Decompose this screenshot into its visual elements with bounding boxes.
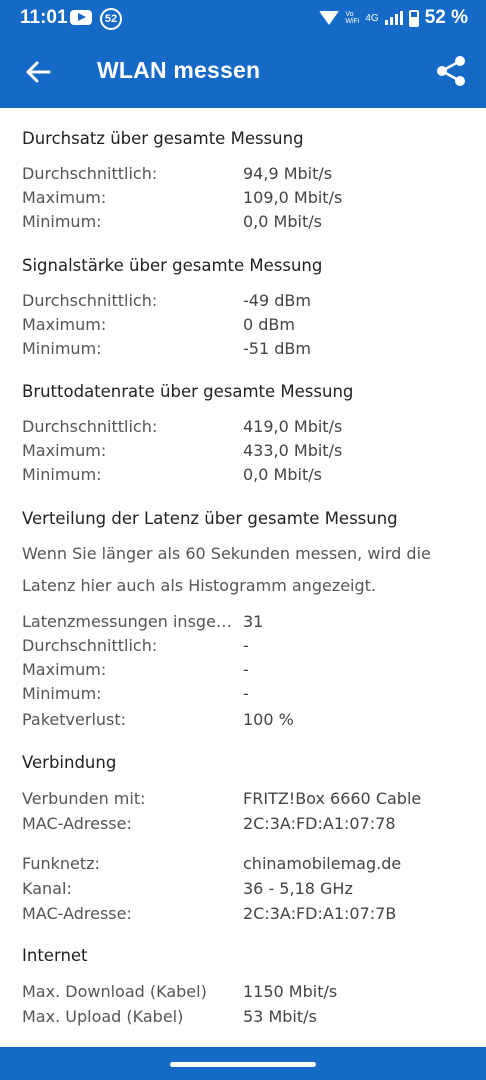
page-title: WLAN messen <box>97 57 261 83</box>
home-gesture-handle[interactable] <box>170 1062 316 1067</box>
max-upload-row <box>22 1007 462 1031</box>
status-icons <box>319 7 468 29</box>
row-value: 94,9 Mbit/s <box>243 164 333 183</box>
connected-to-row <box>22 789 462 813</box>
row-value: - <box>243 636 249 655</box>
latency-min-row <box>22 684 462 708</box>
row-value: 2C:3A:FD:A1:07:7B <box>243 904 397 923</box>
row-value: 0,0 Mbit/s <box>243 212 322 231</box>
signal-avg-row <box>22 291 462 315</box>
row-value: - <box>243 660 249 679</box>
row-label: Durchschnittlich: <box>22 636 158 655</box>
status-bar <box>0 0 486 36</box>
latency-section-title: Verteilung der Latenz über gesamte Messung <box>22 509 398 528</box>
row-value: -51 dBm <box>243 339 311 358</box>
row-label: Funknetz: <box>22 854 100 873</box>
row-value: 109,0 Mbit/s <box>243 188 343 207</box>
row-label: Minimum: <box>22 465 102 484</box>
row-value: -49 dBm <box>243 291 311 310</box>
network-type-indicator: 4G <box>365 12 379 24</box>
signal-max-row <box>22 315 462 339</box>
row-label: Verbunden mit: <box>22 789 146 808</box>
throughput-max-row <box>22 188 462 212</box>
battery-icon <box>409 10 419 27</box>
row-value: 100 % <box>243 710 294 729</box>
signal-min-row <box>22 339 462 363</box>
latency-note-line1: Wenn Sie länger als 60 Sekunden messen, wird die <box>22 544 431 563</box>
row-value: 0,0 Mbit/s <box>243 465 322 484</box>
signal-section-title: Signalstärke über gesamte Messung <box>22 256 323 275</box>
row-label: MAC-Adresse: <box>22 904 132 923</box>
row-label: MAC-Adresse: <box>22 814 132 833</box>
router-mac-row <box>22 814 462 838</box>
throughput-avg-row <box>22 164 462 188</box>
app-bar <box>0 36 486 108</box>
signal-strength-icon <box>385 11 403 25</box>
row-value: 36 - 5,18 GHz <box>243 879 353 898</box>
row-label: Durchschnittlich: <box>22 164 158 183</box>
row-label: Minimum: <box>22 339 102 358</box>
row-label: Minimum: <box>22 212 102 231</box>
latency-avg-row <box>22 636 462 660</box>
row-label: Maximum: <box>22 315 107 334</box>
row-value: FRITZ!Box 6660 Cable <box>243 789 422 808</box>
gross-rate-max-row <box>22 441 462 465</box>
row-value: 31 <box>243 612 264 631</box>
packet-loss-row <box>22 710 462 734</box>
row-label: Kanal: <box>22 879 72 898</box>
row-value: 53 Mbit/s <box>243 1007 317 1026</box>
gross-rate-avg-row <box>22 417 462 441</box>
back-arrow-icon[interactable] <box>22 56 54 88</box>
row-value: 419,0 Mbit/s <box>243 417 343 436</box>
row-label: Max. Upload (Kabel) <box>22 1007 184 1026</box>
row-value: 2C:3A:FD:A1:07:78 <box>243 814 396 833</box>
row-label: Max. Download (Kabel) <box>22 982 207 1001</box>
row-value: - <box>243 684 249 703</box>
throughput-section-title: Durchsatz über gesamte Messung <box>22 129 304 148</box>
row-label: Durchschnittlich: <box>22 417 158 436</box>
wifi-network-row <box>22 854 462 878</box>
latency-note-line2: Latenz hier auch als Histogramm angezeigt. <box>22 576 377 595</box>
row-label: Durchschnittlich: <box>22 291 158 310</box>
row-label: Maximum: <box>22 188 107 207</box>
row-value: 433,0 Mbit/s <box>243 441 343 460</box>
row-label: Maximum: <box>22 441 107 460</box>
wifi-icon <box>319 11 339 25</box>
row-value: 0 dBm <box>243 315 295 334</box>
row-label: Maximum: <box>22 660 107 679</box>
max-download-row <box>22 982 462 1006</box>
throughput-min-row <box>22 212 462 236</box>
battery-percent: 52 % <box>424 7 468 28</box>
status-time: 11:01 <box>20 7 68 28</box>
channel-row <box>22 879 462 903</box>
share-icon[interactable] <box>434 54 468 88</box>
latency-count-row <box>22 612 462 636</box>
connection-section-title: Verbindung <box>22 753 117 772</box>
row-label: Latenzmessungen insge… <box>22 612 232 631</box>
internet-section-title: Internet <box>22 946 88 965</box>
gross-rate-section-title: Bruttodatenrate über gesamte Messung <box>22 382 354 401</box>
row-value: 1150 Mbit/s <box>243 982 338 1001</box>
youtube-notification-icon <box>70 10 92 25</box>
vowifi-indicator: Vo WiFi <box>345 11 360 25</box>
gross-rate-min-row <box>22 465 462 489</box>
network-mac-row <box>22 904 462 928</box>
notification-count-badge: 52 <box>100 8 122 30</box>
latency-max-row <box>22 660 462 684</box>
row-label: Paketverlust: <box>22 710 127 729</box>
navigation-bar <box>0 1047 486 1080</box>
row-value: chinamobilemag.de <box>243 854 402 873</box>
row-label: Minimum: <box>22 684 102 703</box>
